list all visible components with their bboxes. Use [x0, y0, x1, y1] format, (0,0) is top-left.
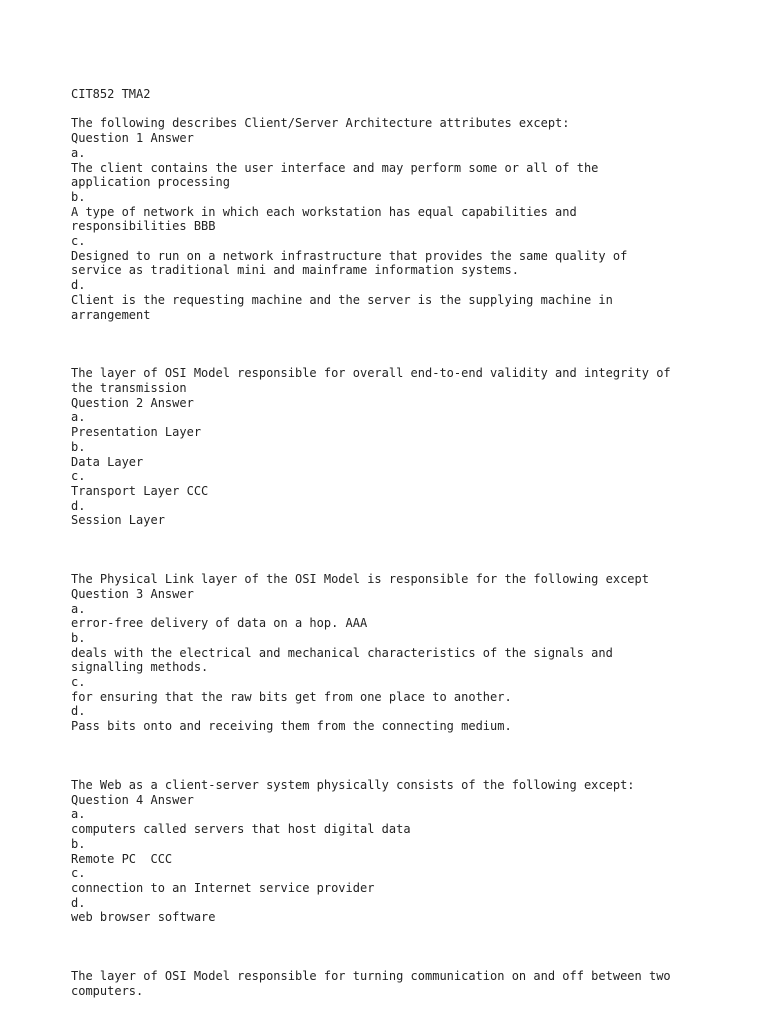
- option-text: Pass bits onto and receiving them from the connecting medium.: [71, 719, 512, 734]
- question-2: [71, 366, 751, 528]
- question-5-stem: computers.: [71, 983, 144, 998]
- option-letter: d.: [71, 895, 86, 910]
- spacer: [71, 925, 751, 969]
- option-letter: c.: [71, 469, 86, 484]
- question-2-stem: The layer of OSI Model responsible for overall end-to-end validity and integrity of: [71, 366, 671, 381]
- option-letter: c.: [71, 234, 86, 249]
- option-text: web browser software: [71, 910, 216, 925]
- option-text: computers called servers that host digital data: [71, 822, 411, 837]
- question-3-label: Question 3 Answer: [71, 586, 194, 601]
- option-text: signalling methods.: [71, 660, 209, 675]
- option-text: Transport Layer CCC: [71, 483, 209, 498]
- option-letter: b.: [71, 189, 86, 204]
- option-text: application processing: [71, 175, 230, 190]
- question-3: [71, 572, 751, 734]
- option-letter: a.: [71, 601, 86, 616]
- option-letter: b.: [71, 836, 86, 851]
- option-text: arrangement: [71, 307, 151, 322]
- option-text: The client contains the user interface and may perform some or all of the: [71, 160, 599, 175]
- document-title: CIT852 TMA2: [71, 87, 151, 101]
- option-text: for ensuring that the raw bits get from one place to another.: [71, 689, 512, 704]
- option-letter: c.: [71, 675, 86, 690]
- question-4: [71, 778, 751, 925]
- option-letter: d.: [71, 278, 86, 293]
- question-5-stem: The layer of OSI Model responsible for turning communication on and off between two: [71, 969, 671, 984]
- spacer: [71, 528, 751, 572]
- question-4-label: Question 4 Answer: [71, 792, 194, 807]
- option-text: A type of network in which each workstation has equal capabilities and: [71, 204, 577, 219]
- question-1-stem: The following describes Client/Server Architecture attributes except:: [71, 116, 570, 131]
- question-4-stem: The Web as a client-server system physically consists of the following except:: [71, 777, 635, 792]
- option-text: Presentation Layer: [71, 425, 202, 440]
- option-letter: a.: [71, 145, 86, 160]
- question-1: [71, 116, 751, 322]
- option-text: Remote PC CCC: [71, 851, 173, 866]
- option-text: error-free delivery of data on a hop. AAA: [71, 616, 368, 631]
- option-text: Client is the requesting machine and the server is the supplying machine in: [71, 292, 613, 307]
- option-text: connection to an Internet service provider: [71, 880, 375, 895]
- option-text: Designed to run on a network infrastructure that provides the same quality of: [71, 248, 628, 263]
- option-letter: c.: [71, 866, 86, 881]
- question-2-stem: the transmission: [71, 381, 187, 396]
- option-text: service as traditional mini and mainframe information systems.: [71, 263, 519, 278]
- question-3-stem: The Physical Link layer of the OSI Model is responsible for the following except: [71, 572, 649, 587]
- option-letter: a.: [71, 807, 86, 822]
- option-text: deals with the electrical and mechanical characteristics of the signals and: [71, 645, 613, 660]
- spacer: [71, 102, 751, 117]
- option-text: Data Layer: [71, 454, 144, 469]
- option-text: responsibilities BBB: [71, 219, 216, 234]
- question-2-label: Question 2 Answer: [71, 395, 194, 410]
- option-letter: b.: [71, 630, 86, 645]
- option-text: Session Layer: [71, 513, 165, 528]
- option-letter: a.: [71, 410, 86, 425]
- question-1-label: Question 1 Answer: [71, 131, 194, 146]
- question-5: [71, 969, 751, 998]
- spacer: [71, 734, 751, 778]
- option-letter: b.: [71, 439, 86, 454]
- spacer: [71, 322, 751, 366]
- option-letter: d.: [71, 498, 86, 513]
- document-page: [71, 87, 751, 999]
- option-letter: d.: [71, 704, 86, 719]
